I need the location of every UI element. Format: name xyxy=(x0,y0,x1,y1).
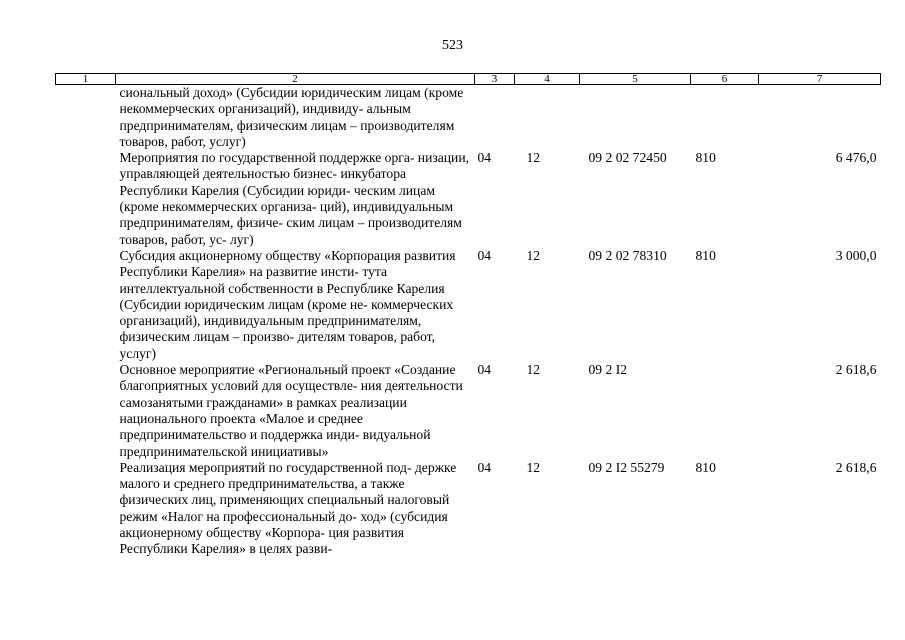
target-article-code: 09 2 02 72450 xyxy=(588,150,667,166)
item-name: Субсидия акционерному обществу «Корпорация развития Республики Карелия» на развитие инсти- тута интеллектуальной собственности в Республике Карелия (Субсидии юридическим лицам (кроме не- коммерческих организаций), индивидуальным предпринимателям, физическим лицам – произво- дителям товаров, работ, услуг) xyxy=(119,247,456,361)
budget-table xyxy=(55,73,881,558)
expense-type-code xyxy=(691,85,759,151)
amount: 3 000,0 xyxy=(835,247,877,263)
target-article-code: 09 2 I2 55279 xyxy=(588,459,665,475)
subsection-code: 12 xyxy=(526,247,541,263)
item-name: сиональный доход» (Субсидии юридическим лицам (кроме некоммерческих организаций), индивиду- альным предпринимателям, физическим лицам – производителям товаров, работ, услуг) xyxy=(119,85,464,149)
empty-cell xyxy=(56,150,116,248)
empty-cell xyxy=(56,460,116,558)
header-row xyxy=(56,74,881,85)
item-name: Реализация мероприятий по государственной под- держке малого и среднего предпринимательства, а также физических лиц, применяющих специальный налоговый режим «Налог на профессиональный до- ход» (субсидия акционерному обществу «Корпора- ция развития Республики Карелия» в целях разви- xyxy=(119,459,457,557)
item-name: Основное мероприятие «Региональный проект «Создание благоприятных условий для осуществле- ния деятельности самозанятыми гражданами» в рамках реализации национального проекта «Малое и среднее предпринимательство и поддержка инди- видуальной предпринимательской инициативы» xyxy=(119,362,463,459)
empty-cell xyxy=(56,248,116,362)
target-article-code: 09 2 02 78310 xyxy=(588,247,667,263)
item-name: Мероприятия по государственной поддержке орга- низации, управляющей деятельностью бизнес- инкубатора Республики Карелия (Субсидии юриди- ческим лицам (кроме некоммерческих организа- ций), индивидуальным предпринимателям, физиче- ским лицам – производителям товаров, работ, ус- луг) xyxy=(119,150,469,247)
column-header: 6 xyxy=(691,74,759,85)
column-header: 1 xyxy=(56,74,116,85)
subsection-code xyxy=(515,85,580,151)
amount xyxy=(759,85,881,151)
section-code xyxy=(475,85,515,151)
subsection-code: 12 xyxy=(526,362,541,378)
expense-type-code: 810 xyxy=(695,247,716,263)
subsection-code: 12 xyxy=(526,459,541,475)
amount: 2 618,6 xyxy=(835,362,877,378)
column-header: 7 xyxy=(759,74,881,85)
column-header: 3 xyxy=(475,74,515,85)
expense-type-code: 810 xyxy=(695,459,716,475)
table-row xyxy=(56,362,881,460)
expense-type-code xyxy=(691,362,759,460)
table-row xyxy=(56,150,881,248)
expense-type-code: 810 xyxy=(695,150,716,166)
empty-cell xyxy=(56,85,116,151)
page-number: 523 xyxy=(442,38,463,53)
empty-cell xyxy=(56,362,116,460)
column-header: 2 xyxy=(116,74,475,85)
column-header: 5 xyxy=(580,74,691,85)
table-row xyxy=(56,85,881,151)
amount: 6 476,0 xyxy=(835,150,877,166)
subsection-code: 12 xyxy=(526,150,541,166)
column-header: 4 xyxy=(515,74,580,85)
section-code: 04 xyxy=(477,459,492,475)
table-row xyxy=(56,460,881,558)
section-code: 04 xyxy=(477,150,492,166)
section-code: 04 xyxy=(477,362,492,378)
target-article-code xyxy=(580,85,691,151)
table-row xyxy=(56,248,881,362)
section-code: 04 xyxy=(477,247,492,263)
amount: 2 618,6 xyxy=(835,459,877,475)
table-header xyxy=(56,74,881,85)
target-article-code: 09 2 I2 xyxy=(588,362,628,378)
